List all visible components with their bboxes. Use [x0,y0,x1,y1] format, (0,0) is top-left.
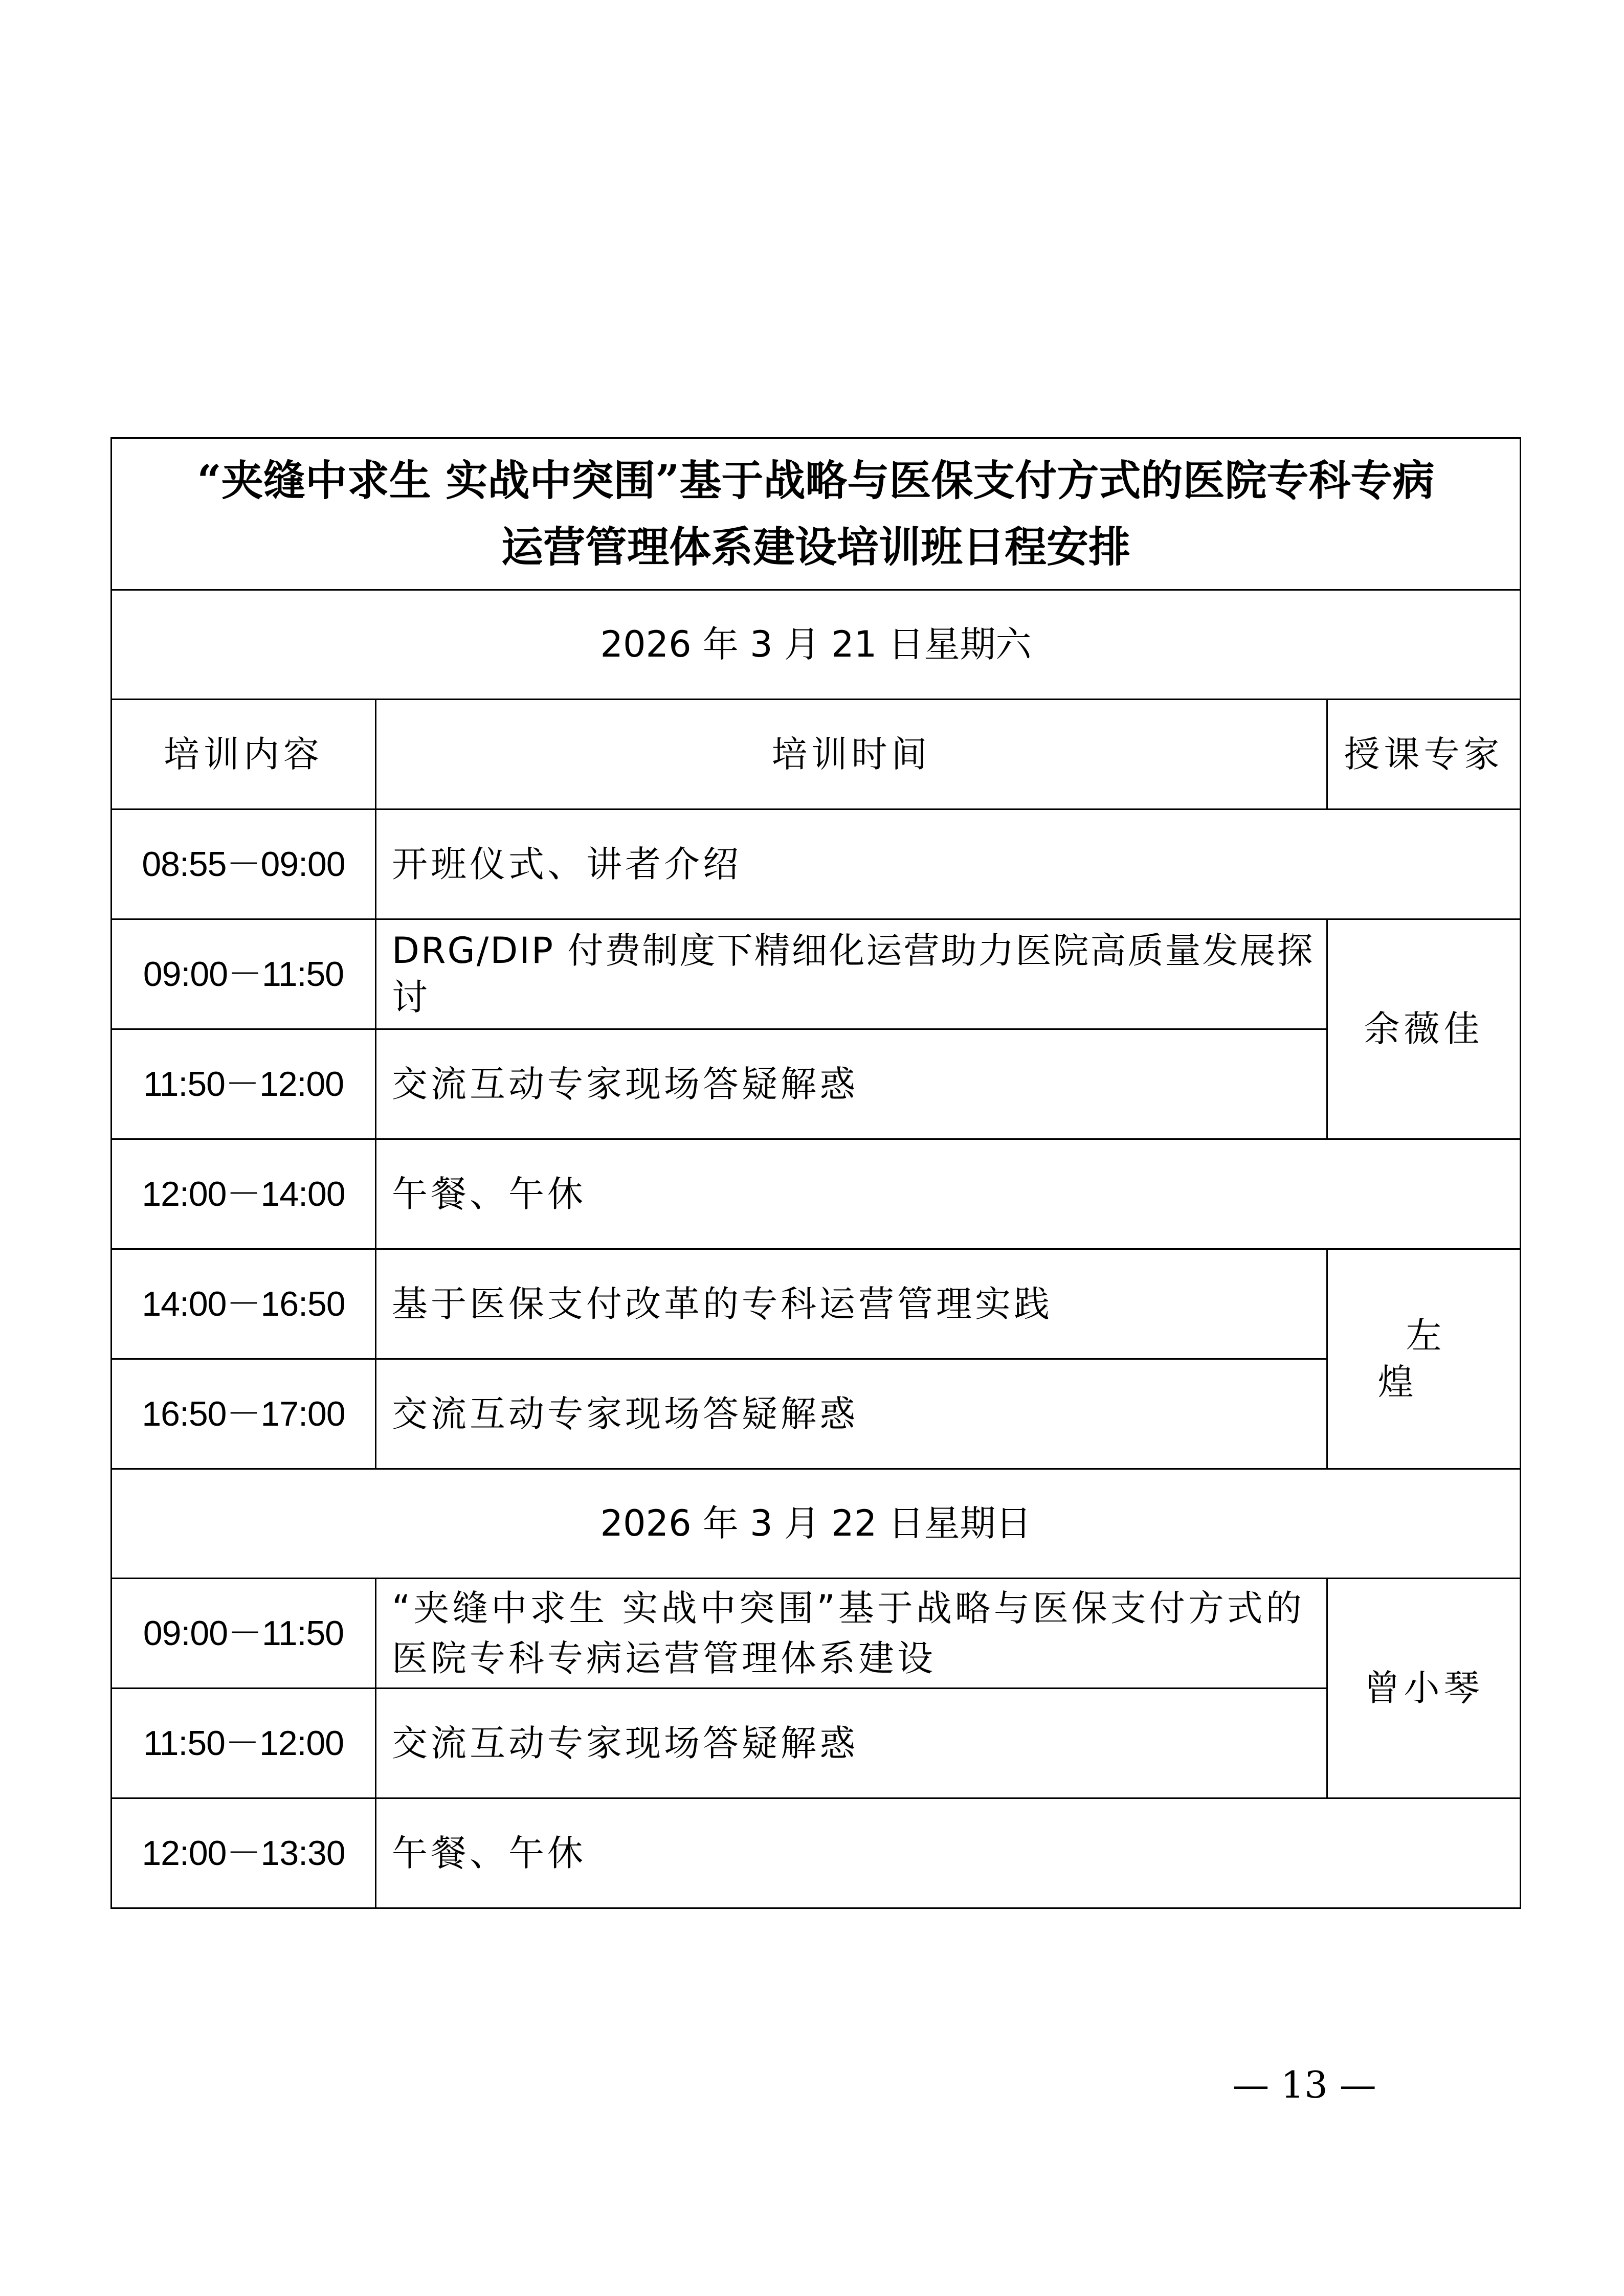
table-row [112,1359,1521,1469]
table-row [112,1579,1521,1689]
table-row [112,1798,1521,1908]
day1-date: 2026 年 3 月 21 日星期六 [112,590,1521,700]
expert-cell: 余薇佳 [1327,919,1521,1139]
schedule-title [112,438,1521,590]
row-time: 12:00－14:00 [112,1139,376,1249]
table-row [112,919,1521,1029]
row-time: 11:50－12:00 [112,1029,376,1139]
expert-name: 左煌 [1377,1314,1498,1403]
table-row [112,1249,1521,1359]
day2-date: 2026 年 3 月 22 日星期日 [112,1469,1521,1579]
row-content: 交流互动专家现场答疑解惑 [376,1689,1327,1798]
row-time: 11:50－12:00 [112,1689,376,1798]
row-time: 16:50－17:00 [112,1359,376,1469]
table-row [112,809,1521,919]
header-expert: 授课专家 [1327,700,1521,809]
title-line-2: 运营管理体系建设培训班日程安排 [501,523,1130,572]
table-row [112,1139,1521,1249]
row-content: 午餐、午休 [376,1798,1521,1908]
row-content: DRG/DIP 付费制度下精细化运营助力医院高质量发展探讨 [376,919,1327,1029]
expert-cell [1327,1249,1521,1469]
row-content: 交流互动专家现场答疑解惑 [376,1029,1327,1139]
row-time: 08:55－09:00 [112,809,376,919]
header-time: 培训时间 [376,700,1327,809]
table-row [112,1689,1521,1798]
row-content: 开班仪式、讲者介绍 [376,809,1521,919]
expert-cell: 曾小琴 [1327,1579,1521,1798]
title-line-1: “夹缝中求生 实战中突围”基于战略与医保支付方式的医院专科专病 [197,456,1435,505]
row-content: 交流互动专家现场答疑解惑 [376,1359,1327,1469]
row-time: 14:00－16:50 [112,1249,376,1359]
row-time: 12:00－13:30 [112,1798,376,1908]
schedule-table [110,437,1521,1909]
row-content: “夹缝中求生 实战中突围”基于战略与医保支付方式的医院专科专病运营管理体系建设 [376,1579,1327,1689]
page-number: — 13 — [1232,2063,1376,2106]
row-time: 09:00－11:50 [112,919,376,1029]
row-time: 09:00－11:50 [112,1579,376,1689]
table-row [112,1029,1521,1139]
row-content: 午餐、午休 [376,1139,1521,1249]
header-content: 培训内容 [112,700,376,809]
row-content: 基于医保支付改革的专科运营管理实践 [376,1249,1327,1359]
